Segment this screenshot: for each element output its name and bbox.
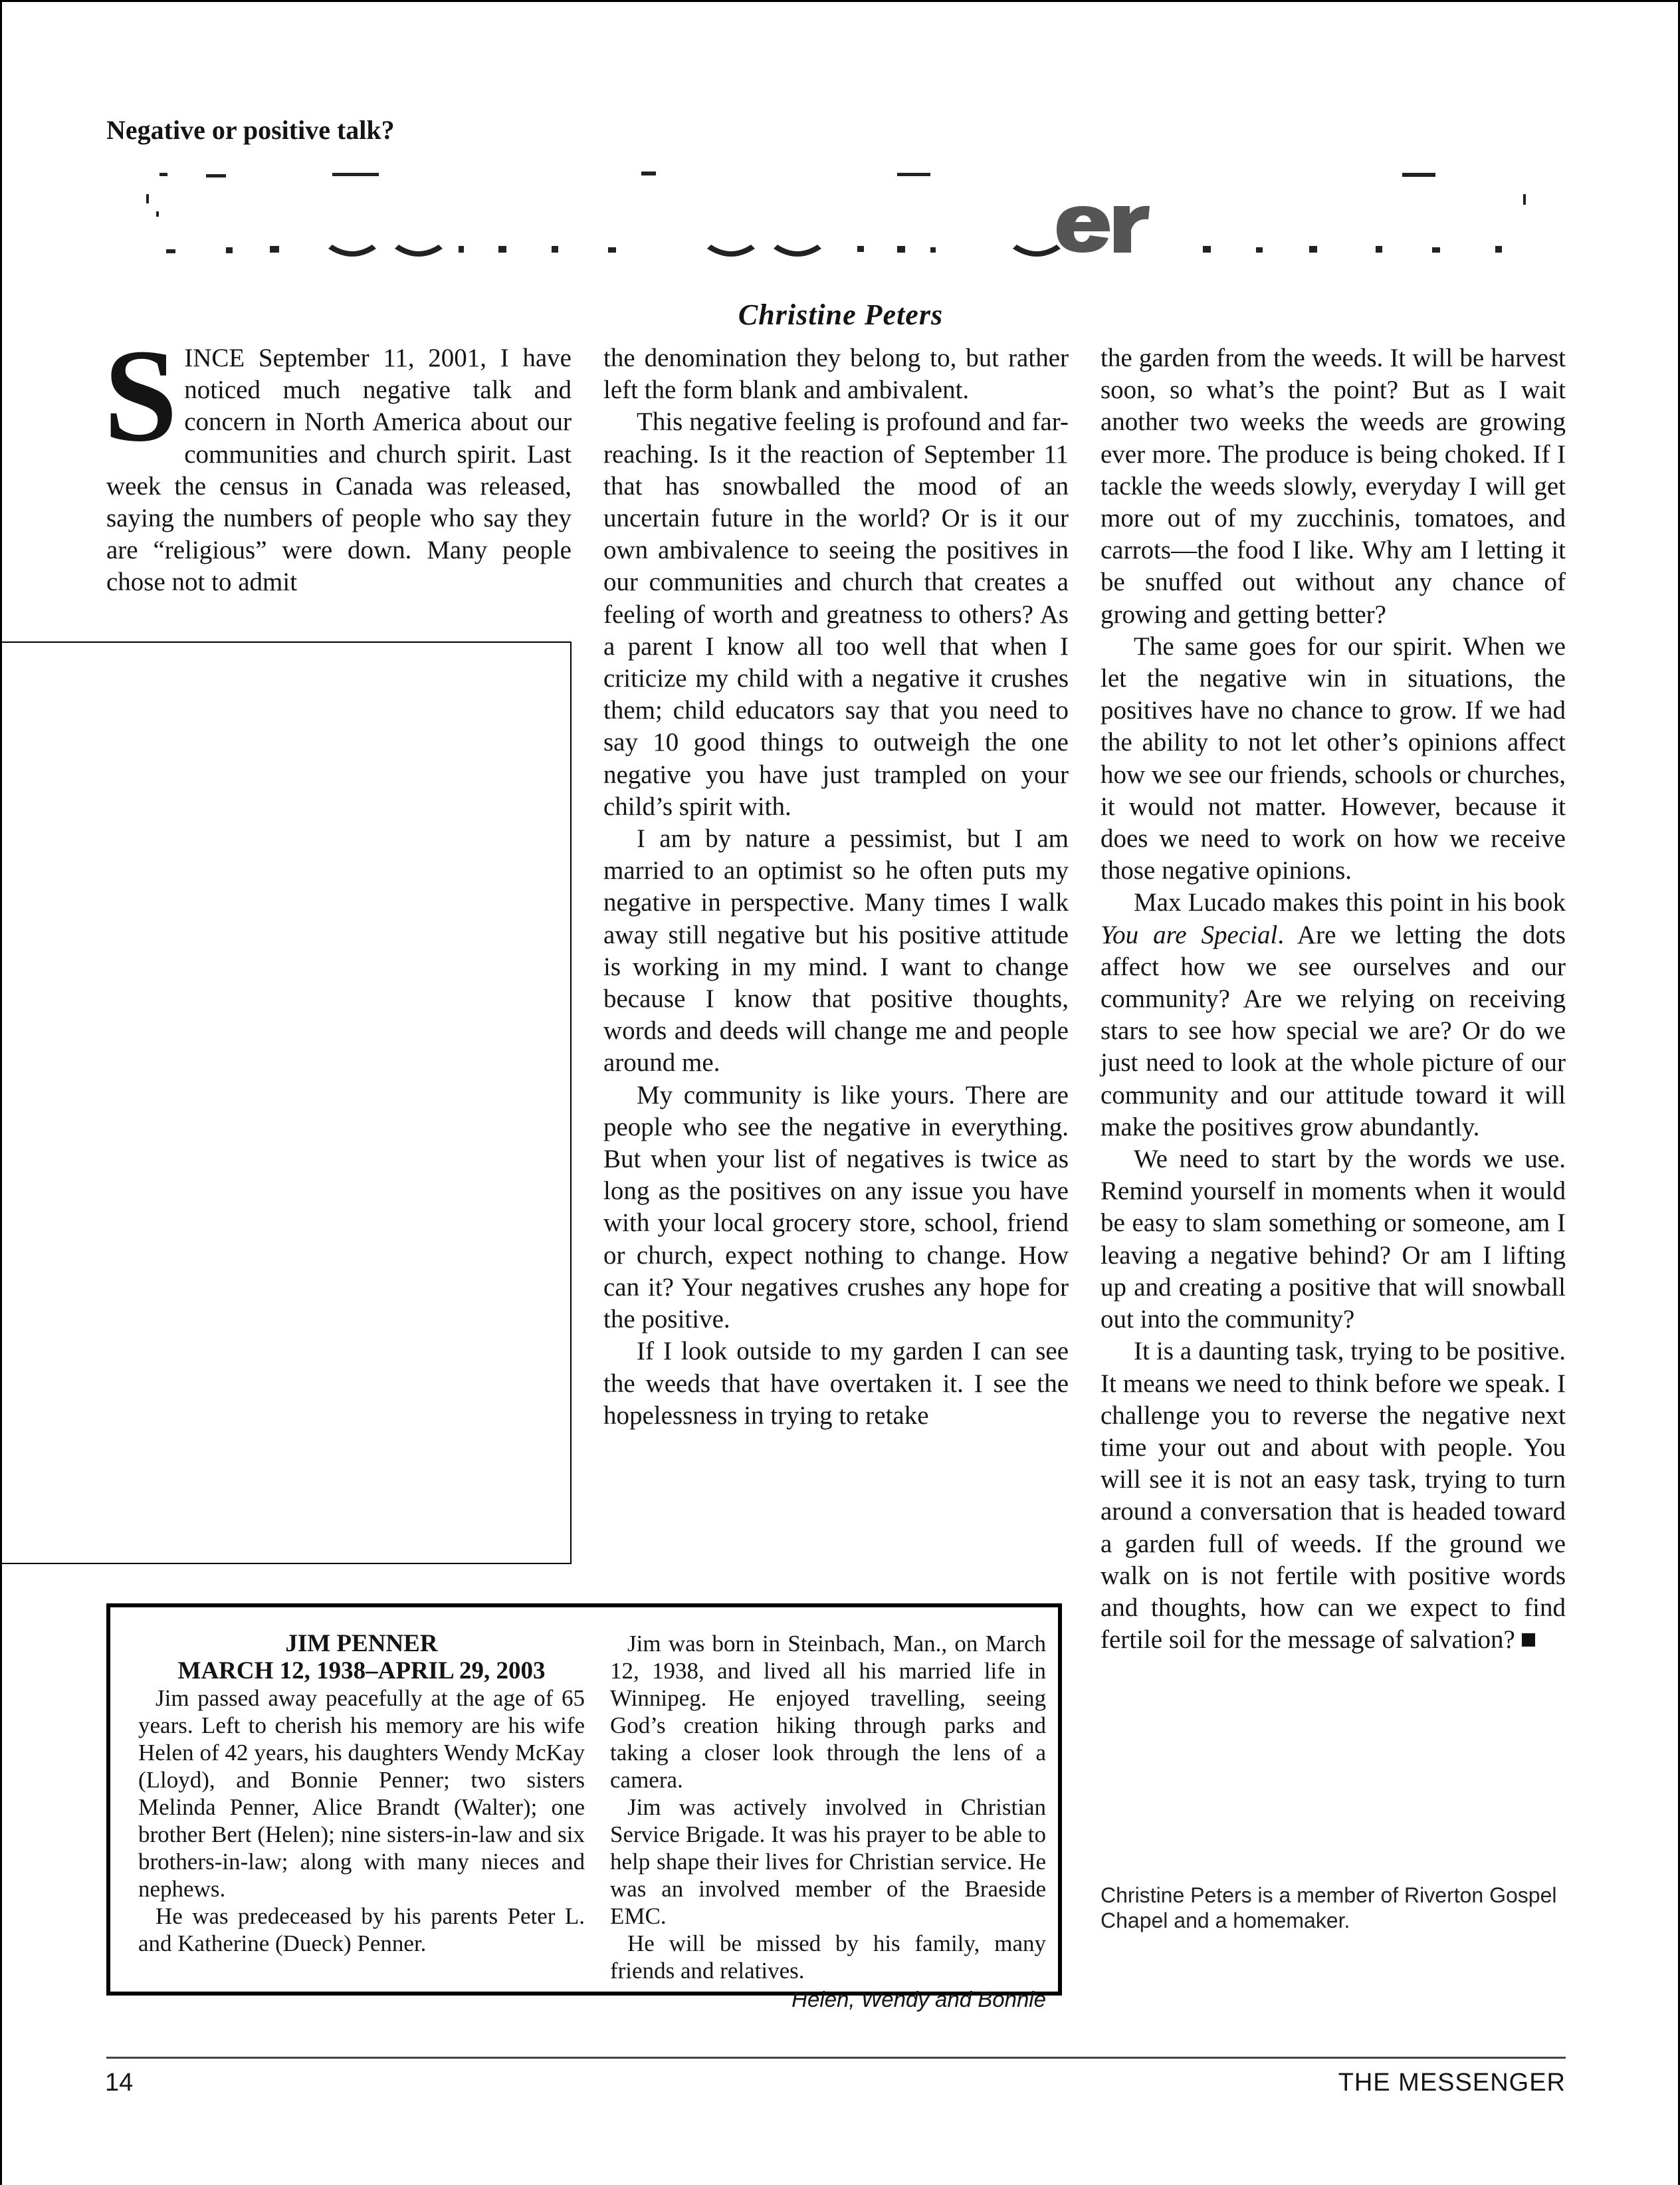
publication-name: THE MESSENGER: [1338, 2069, 1566, 2097]
obituary-right-column: [610, 1630, 1046, 2013]
paragraph: [1101, 887, 1566, 1143]
drop-cap: S: [104, 322, 178, 469]
paragraph: If I look outside to my garden I can see the weeds that have overtaken it. I see the hopelessness in trying to retake: [603, 1337, 1069, 1430]
article-column-3: [1101, 342, 1566, 1656]
obituary-dates: MARCH 12, 1938–APRIL 29, 2003: [177, 1657, 546, 1684]
text-run: . Are we letting the dots affect how we see ourselves and our community? Are we relying on receiving stars to see how special we are? Or do we just need to look at the whole picture of our community and our attitude toward it will make the positives grow abundantly.: [1101, 920, 1566, 1141]
obituary-paragraph: Jim was actively involved in Christian Service Brigade. It was his prayer to be able to help shape their lives for Christian service. He was an involved member of the Braeside EMC.: [610, 1794, 1046, 1929]
paragraph: the garden from the weeds. It will be harvest soon, so what’s the point? But as I wait another two weeks the weeds are growing ever more. The produce is being choked. If I tackle the weeds slowly, everyday I will get more out of my zucchinis, tomatoes, and carrots—the food I like. Why am I letting it be snuffed out without any chance of growing and getting better?: [1101, 344, 1566, 629]
obituary-paragraph: Jim was born in Steinbach, Man., on March 12, 1938, and lived all his married life in Winnipeg. He enjoyed travelling, seeing God’s creation hiking through parks and taking a closer look through the lens of a camera.: [610, 1631, 1046, 1793]
obituary-signature: Helen, Wendy and Bonnie: [791, 1987, 1046, 2012]
end-of-article-mark: [1522, 1633, 1535, 1647]
page-border-left: [0, 0, 2, 2185]
obituary-paragraph: Jim passed away peacefully at the age of 65 years. Left to cherish his memory are his wife Helen of 42 years, his daughters Wendy McKay (Lloyd), and Bonnie Penner; two sisters Melinda Penner, Alice Brandt (Walter); one brother Bert (Helen); nine sisters-in-law and six brothers-in-law; along with many nieces and nephews.: [138, 1685, 585, 1902]
author-bio: Christine Peters is a member of Riverton Gospel Chapel and a homemaker.: [1101, 1883, 1557, 1932]
book-title: You are Special: [1101, 920, 1278, 949]
ad-frame-bottom-rule: [0, 1563, 572, 1564]
ad-frame-top-rule: [0, 641, 572, 643]
paragraph: We need to start by the words we use. Remind yourself in moments when it would be easy to slam something or someone, am I leaving a negative behind? Or am I lifting up and creating a positive that will snowball out into the community?: [1101, 1145, 1566, 1334]
paragraph: My community is like yours. There are people who see the negative in everything. But when your list of negatives is twice as long as the positives on any issue you have with your local grocery store, school, friend or church, expect nothing to change. How can it? Your negatives crushes any hope for the positive.: [603, 1080, 1069, 1334]
article-column-1: [104, 322, 572, 599]
lead-paragraph: [104, 322, 572, 599]
obituary-left-column: [138, 1630, 585, 1957]
text-run: Max Lucado makes this point in his book: [1134, 888, 1566, 917]
headline-art-fragments: [113, 166, 1535, 259]
obituary-paragraph: He will be missed by his family, many friends and relatives.: [610, 1930, 1046, 1984]
obituary-paragraph: He was predeceased by his parents Peter L. and Katherine (Dueck) Penner.: [138, 1903, 585, 1956]
article-kicker: Negative or positive talk?: [106, 115, 395, 145]
obituary-name: JIM PENNER: [285, 1630, 438, 1657]
obituary-box: [106, 1603, 1062, 2012]
page-border-top: [0, 0, 1680, 2]
paragraph: the denomination they belong to, but rather left the form blank and ambivalent.: [603, 344, 1069, 405]
text-run: It is a daunting task, trying to be positive. It means we need to think before we speak. I challenge you to reverse the negative next time your out and about with people. You will see it is not an easy task, trying to turn around a conversation that is headed toward a garden full of weeds. If the ground we walk on is not fertile with positive words and thoughts, how can we expect to find fertile soil for the message of salvation?: [1101, 1337, 1566, 1655]
article-column-2: [603, 342, 1069, 1432]
paragraph: The same goes for our spirit. When we let the negative win in situations, the positives have no chance to grow. If we had the ability to not let other’s opinions affect how we see our friends, schools or churches, it would not matter. However, because it does we need to work on how we receive those negative opinions.: [1101, 632, 1566, 885]
paragraph: [1101, 1335, 1566, 1656]
ad-frame-side-rule: [570, 641, 572, 1564]
byline: Christine Peters: [738, 298, 944, 331]
paragraph: I am by nature a pessimist, but I am married to an optimist so he often puts my negative in perspective. Many times I walk away still negative but his positive attitude is working in my mind. I want to change because I know that positive thoughts, words and deeds will change me and people around me.: [603, 824, 1069, 1078]
footer-rule: [106, 2057, 1566, 2059]
page-number: 14: [105, 2069, 134, 2097]
paragraph: This negative feeling is profound and far-reaching. Is it the reaction of September 11 that has snowballed the mood of an uncertain future in the world? Or is it our own ambivalence to seeing the positives in our communities and church that creates a feeling of worth and greatness to others? As a parent I know all too well that when I criticize my child with a negative it crushes them; child educators say that you need to say 10 good things to outweigh the one negative you have just trampled on your child’s spirit with.: [603, 407, 1069, 821]
lead-text: INCE September 11, 2001, I have noticed much negative talk and concern in North America about our communities and church spirit. Last week the census in Canada was released, saying the numbers of people who say they are “religious” were down. Many people chose not to admit: [106, 344, 572, 597]
